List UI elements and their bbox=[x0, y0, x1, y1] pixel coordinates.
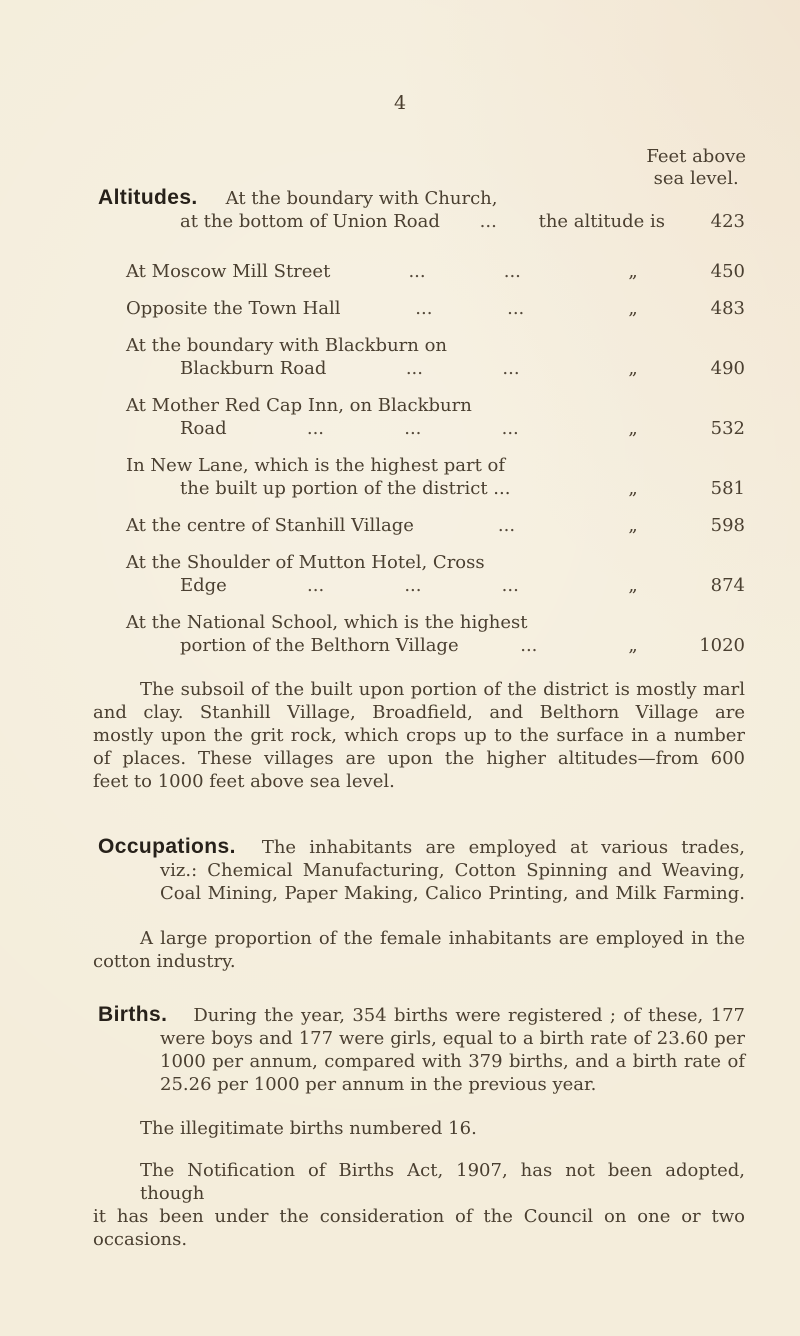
paragraph-line: Coal Mining, Paper Making, Calico Printing, and Milk Farming. bbox=[160, 883, 745, 904]
illegitimate-births-paragraph bbox=[93, 1117, 745, 1140]
births-heading: Births. bbox=[98, 1003, 168, 1026]
leader-dots bbox=[459, 634, 599, 657]
altitude-entry-national-school bbox=[93, 611, 745, 657]
paragraph-line: 25.26 per 1000 per annum in the previous year. bbox=[160, 1074, 597, 1095]
paragraph-line: The illegitimate births numbered 16. bbox=[140, 1118, 477, 1139]
altitude-entry-blackburn-road bbox=[93, 334, 745, 380]
births-first-line: During the year, 354 births were registered ; of these, 177 bbox=[193, 1005, 745, 1026]
altitude-value: 490 bbox=[710, 358, 745, 379]
leader-dots bbox=[440, 210, 537, 233]
paragraph-line: The Notification of Births Act, 1907, has not been adopted, though bbox=[140, 1160, 745, 1204]
altitudes-heading: Altitudes. bbox=[98, 186, 198, 209]
altitude-entry-new-lane bbox=[93, 454, 745, 500]
leader-dots bbox=[227, 574, 599, 597]
altitude-entry-label: Opposite the Town Hall bbox=[126, 298, 341, 319]
page-number: 4 bbox=[393, 92, 407, 114]
occupations-paragraph2 bbox=[93, 927, 745, 973]
altitude-entry-row bbox=[93, 574, 745, 597]
altitude-value: 874 bbox=[710, 575, 745, 596]
altitude-entry-label: At the centre of Stanhill Village bbox=[126, 515, 414, 536]
altitude-entry-mother-red-cap bbox=[93, 394, 745, 440]
altitude-entry-label: Edge bbox=[180, 575, 227, 596]
altitude-entry-label: At Moscow Mill Street bbox=[126, 261, 331, 282]
altitude-entry-line1: At the Shoulder of Mutton Hotel, Cross bbox=[126, 552, 485, 573]
paragraph-line: it has been under the consideration of the Council on one or two bbox=[93, 1206, 745, 1227]
altitude-entry-row bbox=[93, 514, 745, 537]
leader-dot-group: ... bbox=[479, 211, 497, 232]
ditto-mark: „ bbox=[628, 261, 638, 282]
leader-dot-group: ... bbox=[497, 515, 516, 536]
paragraph-line: viz.: Chemical Manufacturing, Cotton Spinning and Weaving, bbox=[160, 860, 745, 881]
paragraph-line: mostly upon the grit rock, which crops up to the surface in a number bbox=[93, 725, 745, 746]
paragraph-line: occasions. bbox=[93, 1229, 188, 1250]
altitude-entry-shoulder-of-mutton bbox=[93, 551, 745, 597]
occupations-heading-row bbox=[93, 835, 745, 859]
altitude-entry-label: the built up portion of the district ... bbox=[180, 478, 511, 499]
paragraph-line: were boys and 177 were girls, equal to a birth rate of 23.60 per bbox=[160, 1028, 745, 1049]
altitude-entry-line1: At Mother Red Cap Inn, on Blackburn bbox=[126, 395, 472, 416]
altitude-unit-phrase: the altitude is bbox=[538, 211, 665, 232]
altitude-entry-label: Road bbox=[180, 418, 227, 439]
ditto-mark: „ bbox=[628, 478, 638, 499]
altitude-entry-line1: In New Lane, which is the highest part of bbox=[126, 455, 506, 476]
leader-dot-group: ... bbox=[404, 418, 422, 439]
occupations-section bbox=[93, 835, 745, 973]
leader-dots bbox=[326, 357, 599, 380]
ditto-mark: „ bbox=[628, 515, 638, 536]
column-header-line1: Feet above bbox=[646, 146, 746, 167]
notification-act-paragraph bbox=[93, 1159, 745, 1251]
paragraph-line: and clay. Stanhill Village, Broadfield, and Belthorn Village are bbox=[93, 702, 745, 723]
paragraph-line: of places. These villages are upon the higher altitudes—from 600 bbox=[93, 748, 745, 769]
leader-dot-group: ... bbox=[507, 298, 525, 319]
altitude-entry-label: portion of the Belthorn Village bbox=[180, 635, 459, 656]
altitude-entry-union-road bbox=[93, 210, 745, 233]
leader-dots bbox=[330, 260, 599, 283]
altitude-value: 581 bbox=[710, 478, 745, 499]
births-section bbox=[93, 1003, 745, 1251]
leader-dot-group: ... bbox=[502, 358, 520, 379]
page-content bbox=[93, 186, 745, 1251]
paragraph-line: feet to 1000 feet above sea level. bbox=[93, 771, 395, 792]
paragraph-line: The subsoil of the built upon portion of the district is mostly marl bbox=[140, 679, 745, 700]
leader-dot-group: ... bbox=[405, 358, 423, 379]
altitude-value: 423 bbox=[710, 211, 745, 232]
altitudes-heading-row bbox=[93, 186, 745, 210]
altitude-entry-row bbox=[93, 357, 745, 380]
altitude-entry-line1: At the National School, which is the highest bbox=[126, 612, 528, 633]
column-header-line2: sea level. bbox=[653, 168, 739, 189]
leader-dot-group: ... bbox=[415, 298, 433, 319]
paragraph-line: cotton industry. bbox=[93, 951, 236, 972]
altitude-value: 532 bbox=[710, 418, 745, 439]
altitude-value: 598 bbox=[710, 515, 745, 536]
altitude-entry-row bbox=[93, 634, 745, 657]
births-heading-row bbox=[93, 1003, 745, 1027]
altitude-value: 450 bbox=[710, 261, 745, 282]
leader-dot-group: ... bbox=[408, 261, 426, 282]
table-column-header bbox=[646, 146, 746, 190]
paragraph-line: 1000 per annum, compared with 379 births, and a birth rate of bbox=[160, 1051, 745, 1072]
occupations-first-line: The inhabitants are employed at various trades, bbox=[261, 837, 745, 858]
ditto-mark: „ bbox=[628, 298, 638, 319]
ditto-mark: „ bbox=[628, 635, 638, 656]
ditto-mark: „ bbox=[628, 575, 638, 596]
paragraph-line: A large proportion of the female inhabitants are employed in the bbox=[140, 928, 745, 949]
altitude-entry-town-hall bbox=[93, 297, 745, 320]
altitude-value: 1020 bbox=[699, 635, 745, 656]
leader-dots bbox=[227, 417, 599, 440]
subsoil-paragraph bbox=[93, 678, 745, 793]
leader-dot-group: ... bbox=[520, 635, 538, 656]
altitude-entry-row bbox=[93, 477, 745, 500]
altitude-entry-label: Blackburn Road bbox=[180, 358, 327, 379]
leader-dot-group: ... bbox=[501, 575, 519, 596]
altitude-entry-stanhill bbox=[93, 514, 745, 537]
altitudes-section bbox=[93, 186, 745, 657]
altitude-entry-label: at the bottom of Union Road bbox=[180, 211, 440, 232]
ditto-mark: „ bbox=[628, 358, 638, 379]
leader-dot-group: ... bbox=[307, 575, 325, 596]
leader-dot-group: ... bbox=[503, 261, 521, 282]
occupations-heading: Occupations. bbox=[98, 835, 236, 858]
altitude-entry-row bbox=[93, 297, 745, 320]
leader-dot-group: ... bbox=[306, 418, 325, 439]
altitudes-entries bbox=[93, 260, 745, 657]
altitude-entry-row bbox=[93, 260, 745, 283]
altitude-entry-moscow-mill bbox=[93, 260, 745, 283]
leader-dots bbox=[341, 297, 599, 320]
ditto-mark: „ bbox=[628, 418, 638, 439]
altitude-value: 483 bbox=[710, 298, 745, 319]
leader-dots bbox=[414, 514, 599, 537]
altitudes-intro-line1: At the boundary with Church, bbox=[225, 188, 498, 209]
leader-dot-group: ... bbox=[404, 575, 422, 596]
altitude-entry-line1: At the boundary with Blackburn on bbox=[126, 335, 448, 356]
leader-dot-group: ... bbox=[501, 418, 519, 439]
altitude-entry-row bbox=[93, 417, 745, 440]
